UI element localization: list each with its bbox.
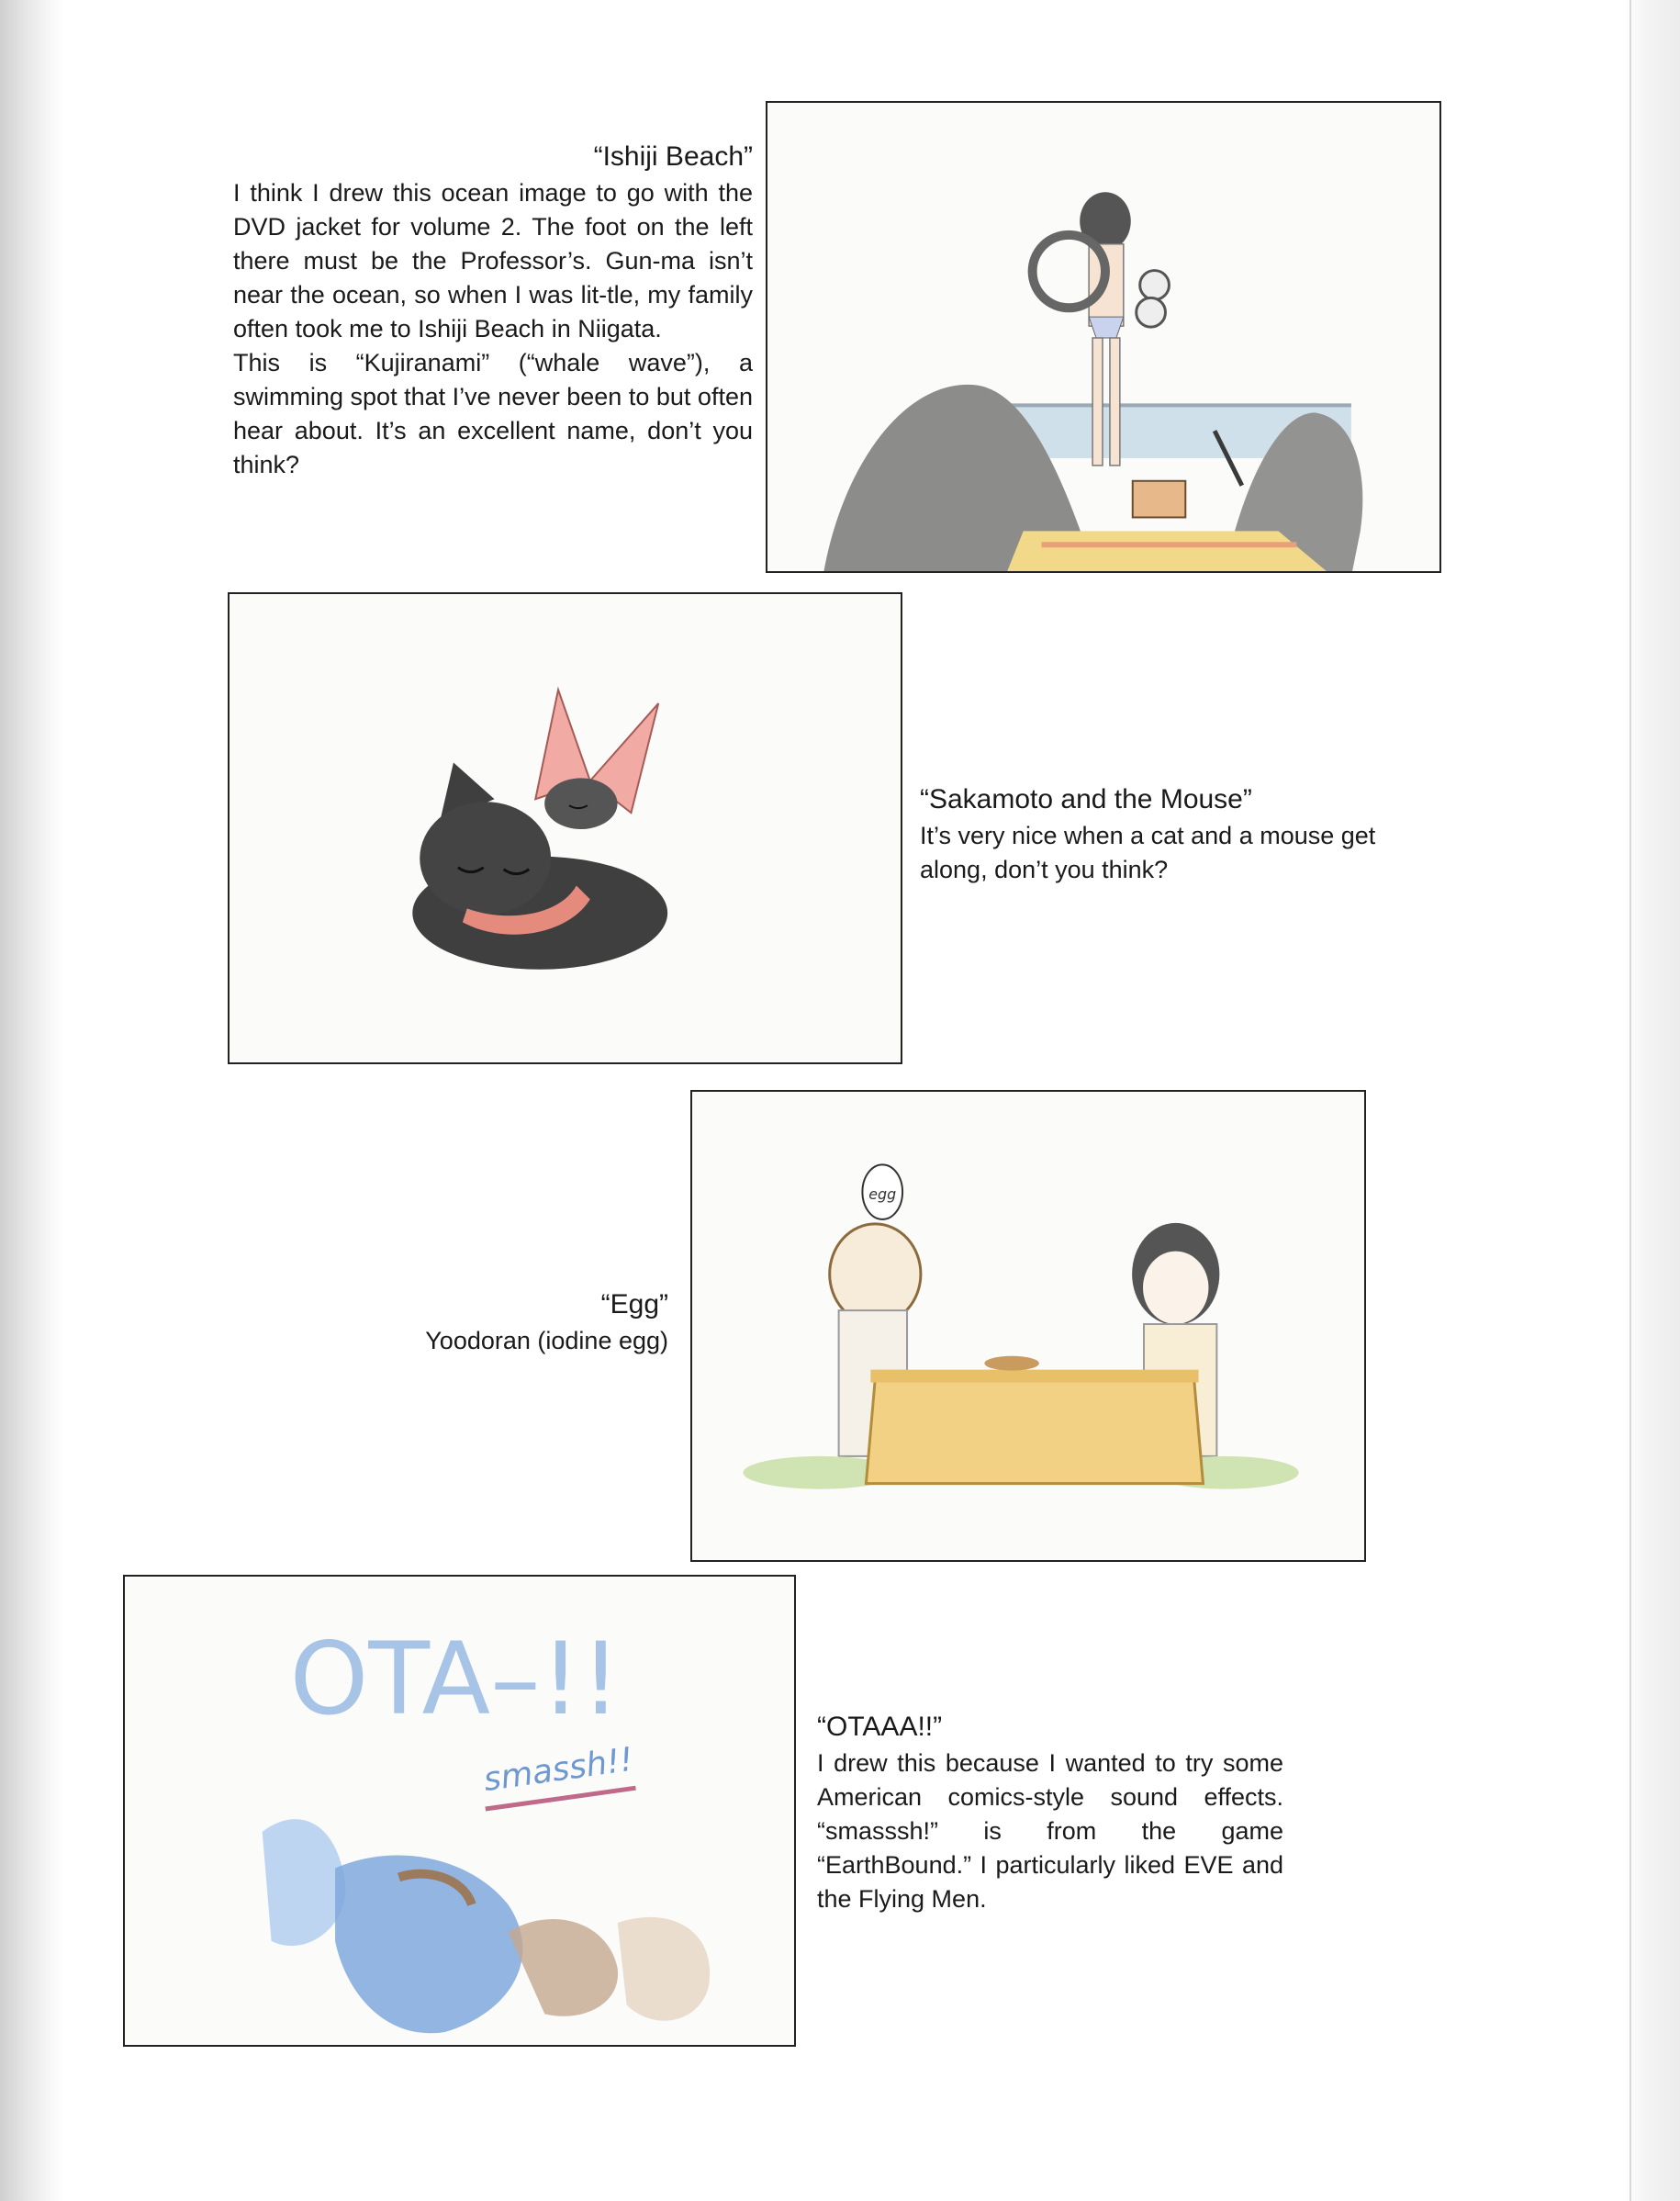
caption-sakamoto-and-the-mouse	[920, 782, 1397, 887]
page-edge-line	[1630, 0, 1631, 2201]
caption-body: Yoodoran (iodine egg)	[425, 1327, 668, 1354]
page-edge	[1625, 0, 1680, 2201]
smash-sound-effect: smassh!!	[481, 1740, 636, 1800]
cat-drawing	[230, 594, 901, 1062]
flying-kick-figure	[263, 1819, 710, 2033]
snack-plate	[984, 1356, 1039, 1371]
smash-illustration	[123, 1575, 796, 2047]
caption-body: I think I drew this ocean image to go with the DVD jacket for volume 2. The foot on the left there must be the Professor’s. Gun-ma isn’t near the ocean, so when I was lit-tle, my family often took me to Ishiji Beach in Niigata. This is “Kujiranami” (“whale wave”), a swimming spot that I’ve never been to but often hear about. It’s an excellent name, don’t you think?	[233, 179, 753, 478]
caption-otaaa	[817, 1710, 1291, 1916]
kotatsu-illustration	[690, 1090, 1366, 1562]
caption-egg	[386, 1287, 668, 1358]
caption-body: It’s very nice when a cat and a mouse get along, don’t you think?	[920, 822, 1383, 883]
beach-mat	[1005, 531, 1333, 571]
caption-body: I drew this because I wanted to try some American comics-style sound effects. “smasssh!” is from the game “EarthBound.” I particularly liked EVE and the Flying Men.	[817, 1749, 1291, 1913]
caption-title: “Egg”	[600, 1289, 668, 1319]
smash-drawing	[125, 1577, 794, 2045]
beach-illustration	[766, 101, 1441, 573]
picnic-box	[1133, 481, 1186, 518]
caption-title: “Sakamoto and the Mouse”	[920, 784, 1252, 814]
kotatsu-top	[870, 1370, 1198, 1383]
ota-sound-effect: OTA–!!	[289, 1620, 622, 1737]
cat-illustration	[228, 592, 902, 1064]
egg-label: egg	[868, 1185, 897, 1204]
kotatsu-drawing	[692, 1092, 1364, 1560]
caption-title: “Ishiji Beach”	[593, 141, 753, 172]
page-binding-shadow	[0, 0, 64, 2201]
caption-title: “OTAAA!!”	[817, 1712, 943, 1742]
kotatsu-table	[866, 1379, 1203, 1484]
caption-ishiji-beach	[233, 140, 753, 482]
mouse-with-ribbon	[535, 690, 658, 829]
beach-drawing	[767, 103, 1439, 571]
